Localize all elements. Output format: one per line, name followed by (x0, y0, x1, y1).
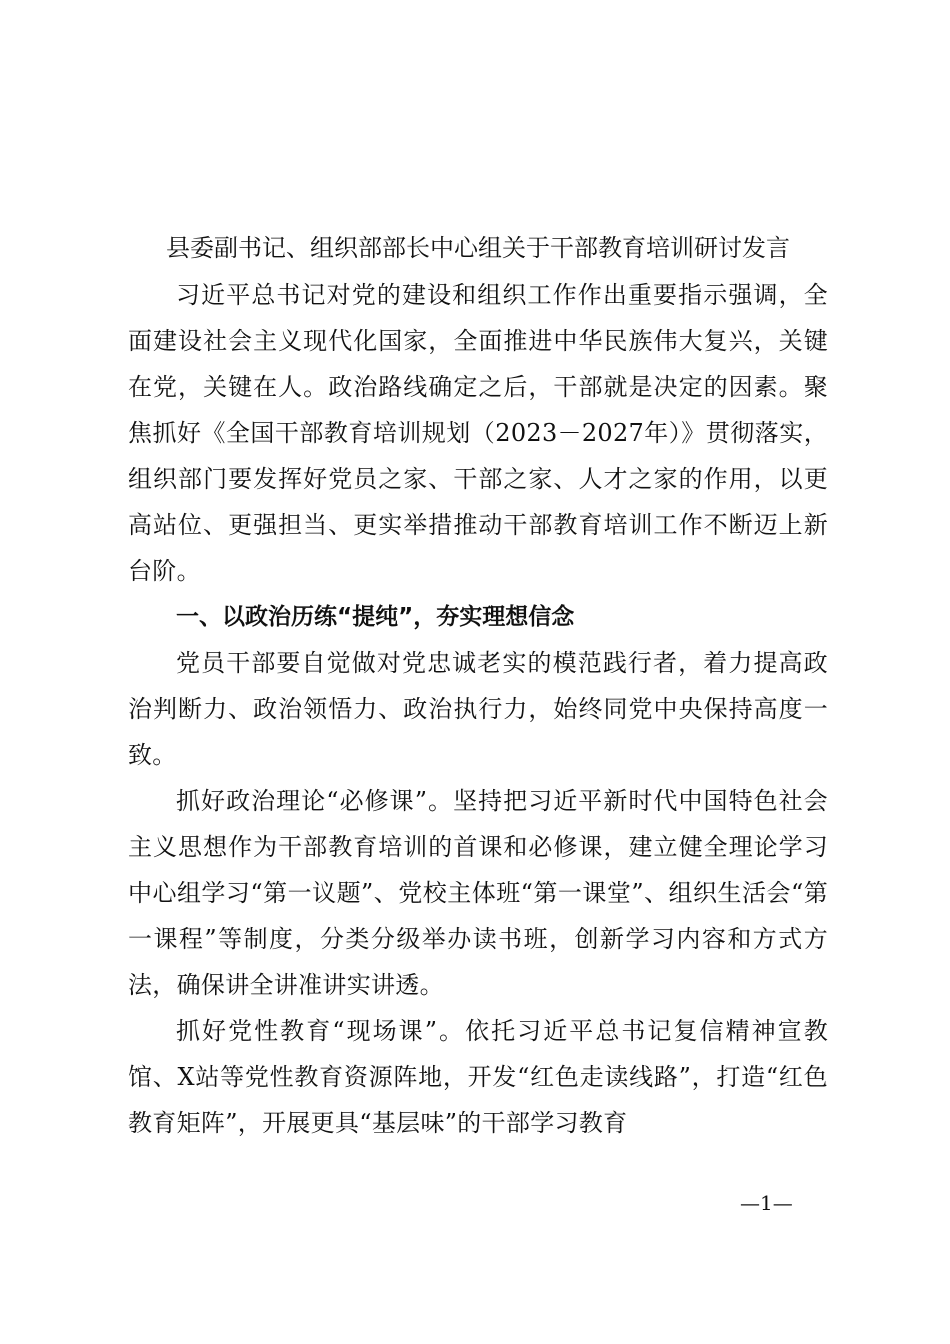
page-number: —1— (740, 1191, 793, 1215)
section-paragraph: 抓好政治理论“必修课”。坚持把习近平新时代中国特色社会主义思想作为干部教育培训的首课和必修课，建立健全理论学习中心组学习“第一议题”、党校主体班“第一课堂”、组织生活会“第一课程”等制度，分类分级举办读书班，创新学习内容和方式方法，确保讲全讲准讲实讲透。 (128, 787, 828, 999)
section-paragraph: 党员干部要自觉做对党忠诚老实的模范践行者，着力提高政治判断力、政治领悟力、政治执行力，始终同党中央保持高度一致。 (128, 649, 828, 769)
intro-paragraph: 习近平总书记对党的建设和组织工作作出重要指示强调，全面建设社会主义现代化国家，全面推进中华民族伟大复兴，关键在党，关键在人。政治路线确定之后，干部就是决定的因素。聚焦抓好《全国干部教育培训规划（2023－2027年）》贯彻落实，组织部门要发挥好党员之家、干部之家、人才之家的作用，以更高站位、更强担当、更实举措推动干部教育培训工作不断迈上新台阶。 (128, 281, 828, 585)
section-paragraph: 抓好党性教育“现场课”。依托习近平总书记复信精神宣教馆、X站等党性教育资源阵地，开发“红色走读线路”，打造“红色教育矩阵”，开展更具“基层味”的干部学习教育 (128, 1017, 828, 1137)
document-body (128, 224, 828, 1146)
document-title: 县委副书记、组织部部长中心组关于干部教育培训研讨发言 (166, 234, 790, 262)
section-heading: 一、以政治历练“提纯”，夯实理想信念 (176, 604, 575, 630)
